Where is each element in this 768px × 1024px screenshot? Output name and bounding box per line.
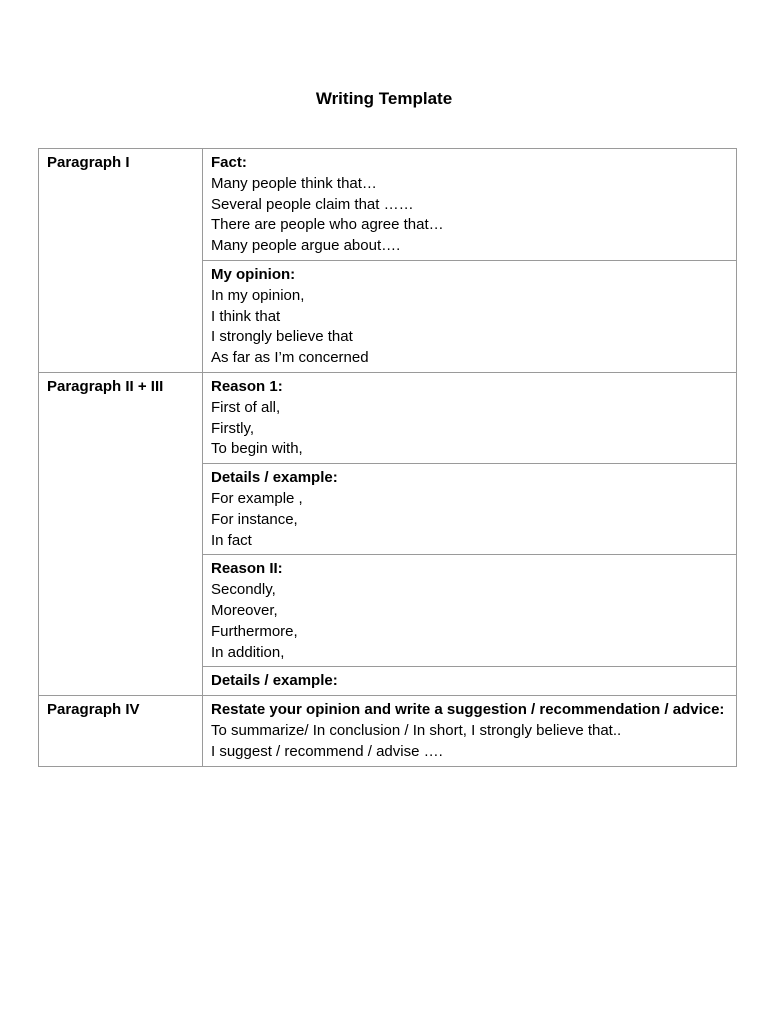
phrase-line: Several people claim that …… xyxy=(211,195,414,213)
phrase-line: There are people who agree that… xyxy=(211,216,444,234)
phrase-line: Secondly, xyxy=(211,581,276,599)
table-row xyxy=(39,372,737,463)
section-heading: Details / example: xyxy=(211,672,338,690)
phrase-line: Furthermore, xyxy=(211,622,298,640)
writing-template-table xyxy=(38,148,737,767)
paragraph-label-cell xyxy=(39,696,203,766)
paragraph-label-cell xyxy=(39,149,203,373)
phrase-line: First of all, xyxy=(211,398,281,416)
section-cell-details-example xyxy=(203,464,737,555)
section-cell-restate-opinion xyxy=(203,696,737,766)
table-row xyxy=(39,149,737,261)
phrase-line: I strongly believe that xyxy=(211,328,353,346)
section-heading: Details / example: xyxy=(211,469,338,487)
phrase-line: Many people argue about…. xyxy=(211,237,401,255)
table-row xyxy=(39,696,737,766)
phrase-line: Moreover, xyxy=(211,601,278,619)
paragraph-label-cell xyxy=(39,372,203,695)
phrase-line: In my opinion, xyxy=(211,286,305,304)
section-cell-reason-1 xyxy=(203,372,737,463)
section-cell-fact xyxy=(203,149,737,261)
section-cell-my-opinion xyxy=(203,260,737,372)
phrase-line: I think that xyxy=(211,307,281,325)
section-heading: Fact: xyxy=(211,154,247,171)
section-cell-reason-2 xyxy=(203,555,737,667)
phrase-line: For example , xyxy=(211,489,303,507)
paragraph-label: Paragraph I xyxy=(47,154,130,171)
paragraph-label: Paragraph II + III xyxy=(47,377,164,395)
section-heading: Restate your opinion and write a suggestion / recommendation / advice: xyxy=(211,701,725,719)
phrase-line: In addition, xyxy=(211,643,285,661)
phrase-line: Firstly, xyxy=(211,419,255,437)
phrase-line: As far as I’m concerned xyxy=(211,349,369,367)
phrase-line: To begin with, xyxy=(211,440,303,458)
phrase-line: For instance, xyxy=(211,510,298,528)
document-title: Writing Template xyxy=(315,89,453,108)
phrase-line: To summarize/ In conclusion / In short, I strongly believe that.. xyxy=(211,721,622,739)
phrase-line: In fact xyxy=(211,531,252,549)
section-cell-details-example xyxy=(203,667,737,696)
section-heading: Reason 1: xyxy=(211,377,283,395)
paragraph-label: Paragraph IV xyxy=(47,701,140,719)
section-heading: My opinion: xyxy=(211,265,296,283)
phrase-line: Many people think that… xyxy=(211,174,377,192)
section-heading: Reason II: xyxy=(211,560,283,578)
phrase-line: I suggest / recommend / advise …. xyxy=(211,742,443,760)
